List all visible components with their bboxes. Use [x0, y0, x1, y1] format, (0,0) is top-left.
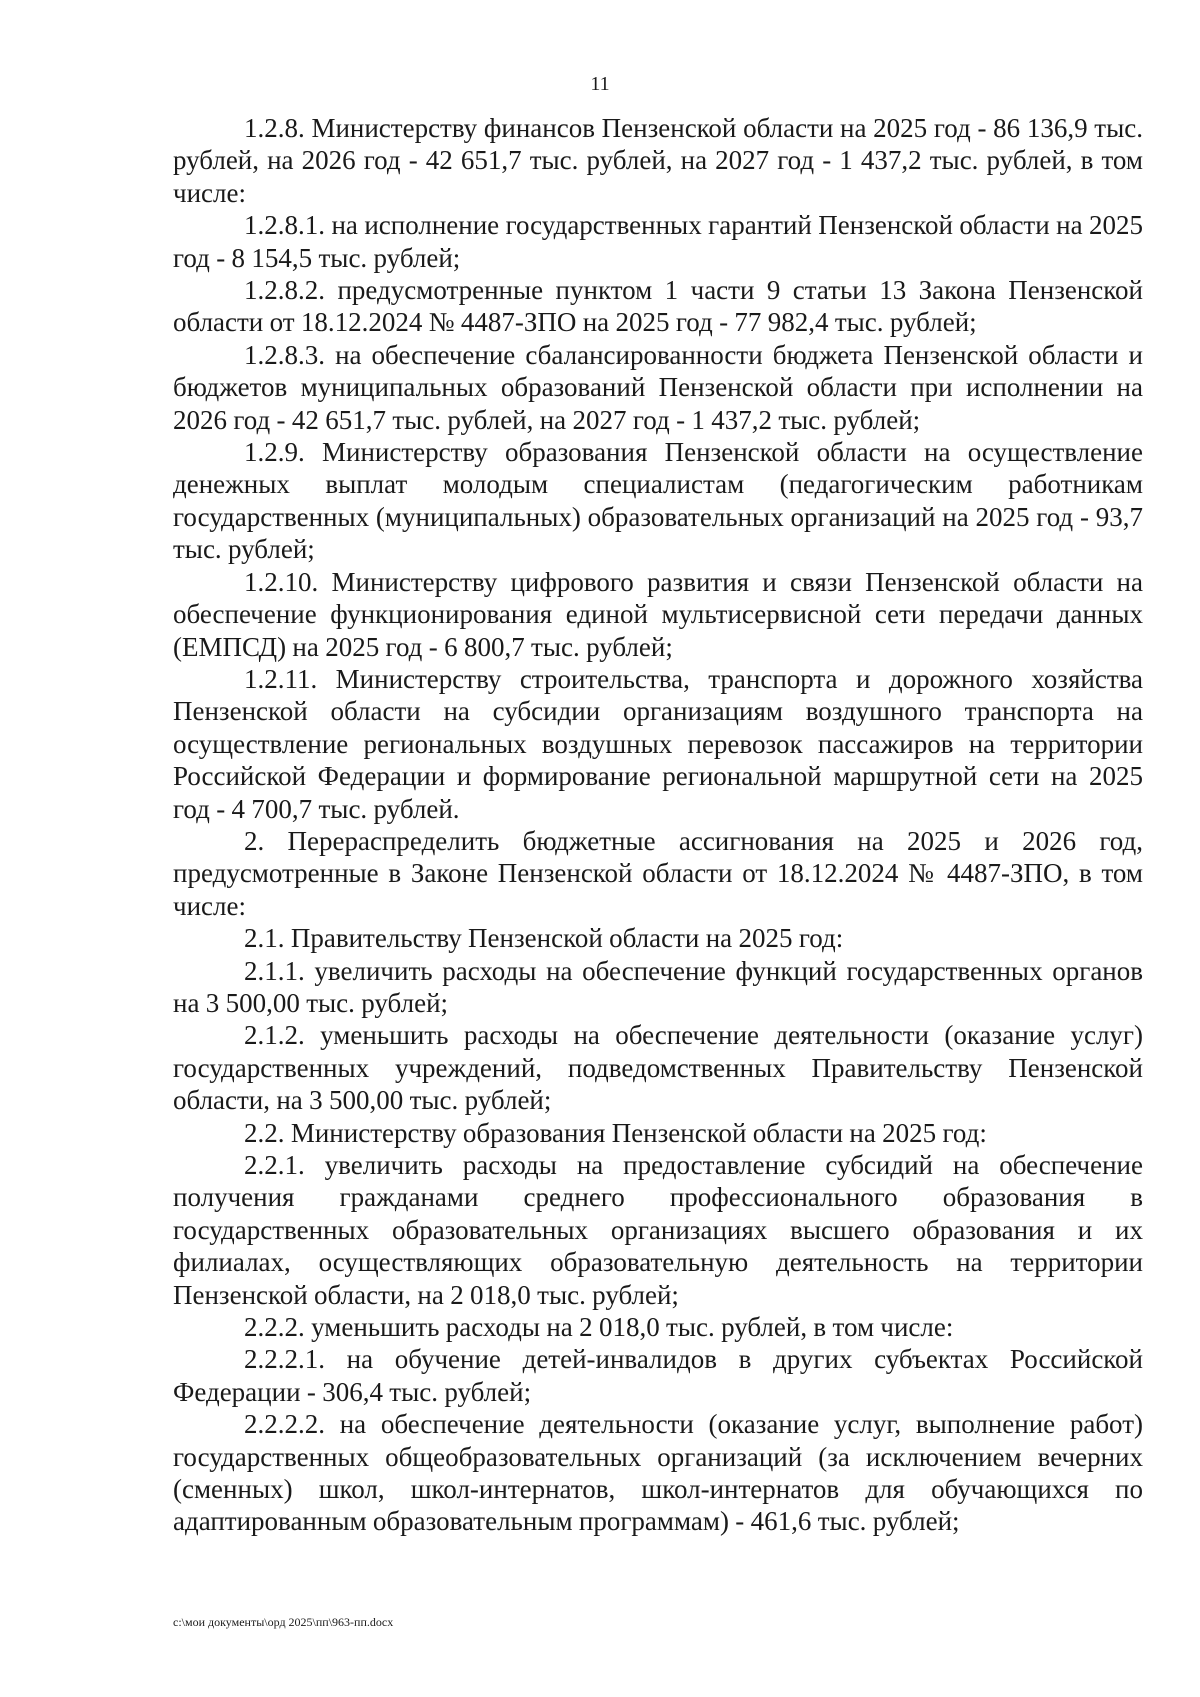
- paragraph-2-1: 2.1. Правительству Пензенской области на 2025 год:: [244, 923, 844, 954]
- paragraph-1-2-10: 1.2.10. Министерству цифрового развития и связи Пензенской области на обеспечение функционирования единой мультисервисной сети передачи данных (ЕМПСД) на 2025 год - 6 800,7 тыс. рублей;: [173, 566, 1143, 662]
- paragraph-2-2: 2.2. Министерству образования Пензенской области на 2025 год:: [244, 1117, 987, 1148]
- paragraph-2-1-2: 2.1.2. уменьшить расходы на обеспечение деятельности (оказание услуг) государственных учреждений, подведомственных Правительству Пензенской области, на 3 500,00 тыс. рублей;: [173, 1020, 1143, 1116]
- footer-file-path: c:\мои документы\орд 2025\пп\963-пп.docx: [173, 1615, 394, 1629]
- paragraph-1-2-8-2: 1.2.8.2. предусмотренные пунктом 1 части 9 статьи 13 Закона Пензенской области от 18.12.2024 № 4487-ЗПО на 2025 год - 77 982,4 тыс. рублей;: [173, 275, 1143, 338]
- paragraph-2-1-1: 2.1.1. увеличить расходы на обеспечение функций государственных органов на 3 500,00 тыс. рублей;: [173, 955, 1143, 1018]
- paragraph-2-2-2-1: 2.2.2.1. на обучение детей-инвалидов в других субъектах Российской Федерации - 306,4 тыс. рублей;: [173, 1344, 1143, 1407]
- page-number: 11: [590, 73, 610, 95]
- paragraph-2-2-2-2: 2.2.2.2. на обеспечение деятельности (оказание услуг, выполнение работ) государственных общеобразовательных организаций (за исключением вечерних (сменных) школ, школ-интернатов, школ-интернатов для обучающихся по адаптированным образовательным программам) - 461,6 тыс. рублей;: [173, 1409, 1143, 1537]
- document-body: [173, 112, 1143, 1538]
- paragraph-1-2-8: 1.2.8. Министерству финансов Пензенской области на 2025 год - 86 136,9 тыс. рублей, на 2026 год - 42 651,7 тыс. рублей, на 2027 год - 1 437,2 тыс. рублей, в том числе:: [173, 113, 1143, 208]
- paragraph-1-2-11: 1.2.11. Министерству строительства, транспорта и дорожного хозяйства Пензенской области на субсидии организациям воздушного транспорта на осуществление региональных воздушных перевозок пассажиров на территории Российской Федерации и формирование региональной маршрутной сети на 2025 год - 4 700,7 тыс. рублей.: [173, 663, 1143, 824]
- paragraph-1-2-9: 1.2.9. Министерству образования Пензенской области на осуществление денежных выплат молодым специалистам (педагогическим работникам государственных (муниципальных) образовательных организаций на 2025 год - 93,7 тыс. рублей;: [173, 437, 1143, 565]
- paragraph-2-2-2: 2.2.2. уменьшить расходы на 2 018,0 тыс. рублей, в том числе:: [244, 1312, 954, 1343]
- paragraph-1-2-8-3: 1.2.8.3. на обеспечение сбалансированности бюджета Пензенской области и бюджетов муниципальных образований Пензенской области при исполнении на 2026 год - 42 651,7 тыс. рублей, на 2027 год - 1 437,2 тыс. рублей;: [173, 339, 1143, 435]
- paragraph-1-2-8-1: 1.2.8.1. на исполнение государственных гарантий Пензенской области на 2025 год - 8 154,5 тыс. рублей;: [173, 210, 1143, 273]
- paragraph-2: 2. Перераспределить бюджетные ассигнования на 2025 и 2026 год, предусмотренные в Законе Пензенской области от 18.12.2024 № 4487-ЗПО, в том числе:: [173, 825, 1143, 921]
- paragraph-2-2-1: 2.2.1. увеличить расходы на предоставление субсидий на обеспечение получения гражданами среднего профессионального образования в государственных образовательных организациях высшего образования и их филиалах, осуществляющих образовательную деятельность на территории Пензенской области, на 2 018,0 тыс. рублей;: [173, 1150, 1143, 1310]
